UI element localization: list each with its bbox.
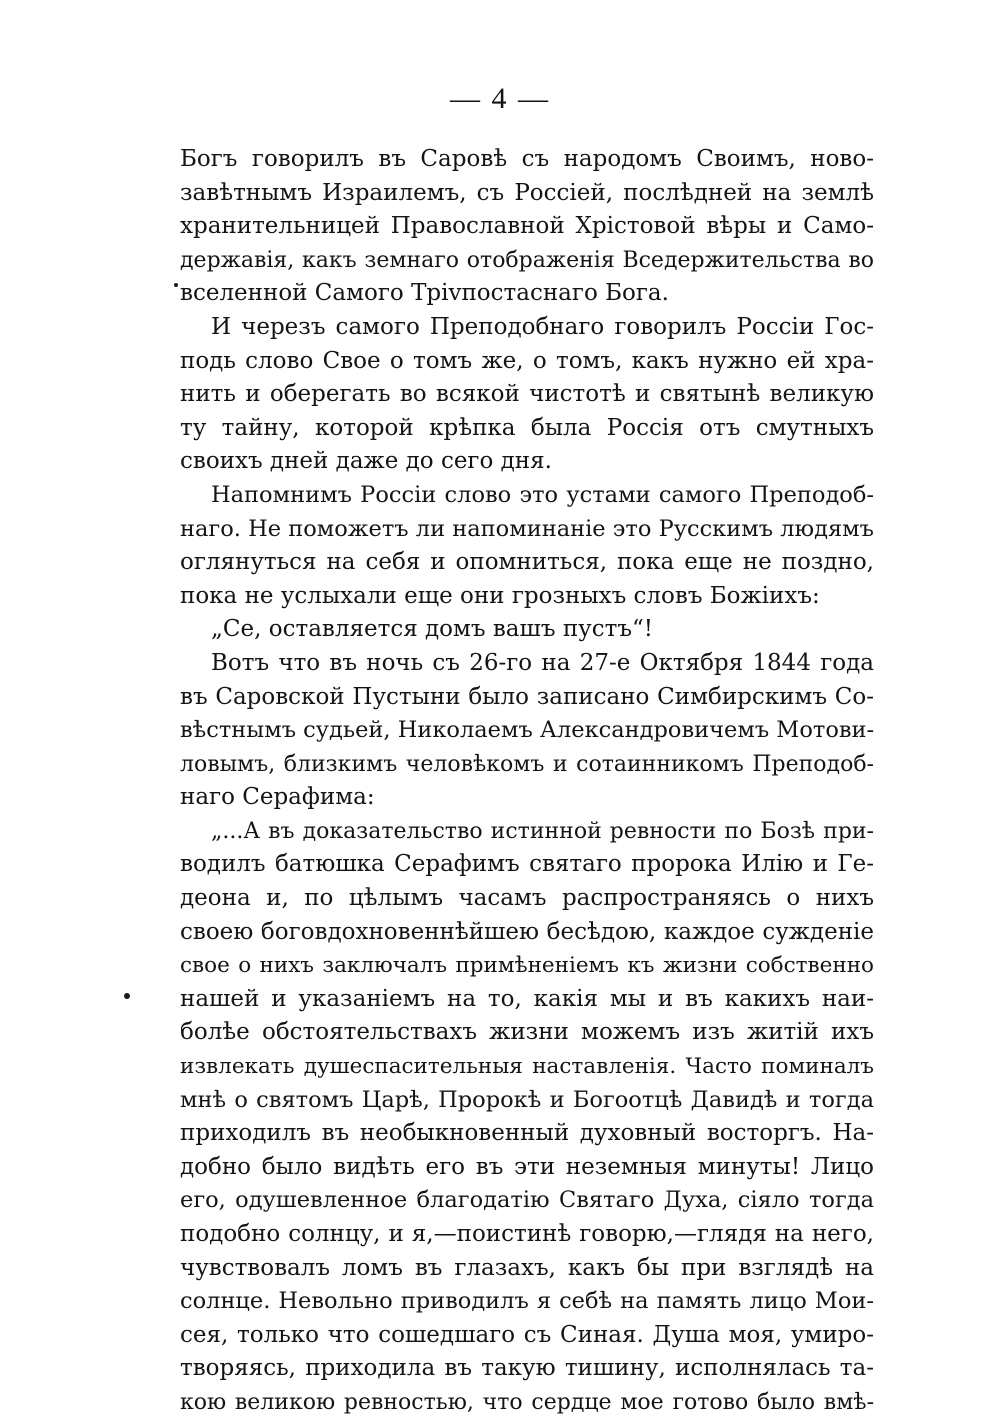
text-line: своихъ дней даже до сего дня.	[180, 448, 552, 475]
text-line: болѣе обстоятельствахъ жизни можемъ изъ житій ихъ	[180, 1019, 874, 1046]
text-line: водилъ батюшка Серафимъ святаго пророка Илію и Ге-	[180, 851, 874, 878]
text-line: державія, какъ земнаго отображенія Вседержительства во	[180, 247, 874, 273]
text-line: подобно солнцу, и я,—поистинѣ говорю,—глядя на него,	[180, 1221, 874, 1247]
text-line: Напомнимъ Россіи слово это устами самого Преподоб-	[211, 481, 874, 508]
text-line: деона и, по цѣлымъ часамъ распространяясь о нихъ	[180, 885, 874, 912]
text-line: приходилъ въ необыкновенный духовный восторгъ. На-	[180, 1120, 874, 1147]
text-line: хранительницей Православной Хрістовой вѣры и Само-	[180, 213, 874, 240]
text-line: сея, только что сошедшаго съ Синая. Душа моя, умиро-	[180, 1321, 874, 1348]
text-line: ловымъ, близкимъ человѣкомъ и сотаинникомъ Преподоб-	[180, 751, 874, 777]
text-line: завѣтнымъ Израилемъ, съ Россіей, послѣдней на землѣ	[180, 179, 874, 206]
text-line: вѣстнымъ судьей, Николаемъ Александровичемъ Мотови-	[180, 717, 874, 744]
text-line: наго Серафима:	[180, 784, 375, 811]
text-line: подь слово Свое о томъ же, о томъ, какъ нужно ей хра-	[180, 347, 874, 374]
body-text	[180, 143, 874, 1420]
text-line: нашей и указаніемъ на то, какія мы и въ какихъ наи-	[180, 985, 874, 1012]
text-line: „Се, оставляется домъ вашъ пустъ“!	[211, 616, 653, 643]
margin-speck-1	[174, 283, 178, 287]
text-line: Богъ говорилъ въ Саровѣ съ народомъ Своимъ, ново-	[180, 146, 874, 172]
text-line: мнѣ о святомъ Царѣ, Пророкѣ и Богоотцѣ Давидѣ и тогда	[180, 1086, 874, 1113]
text-line: И черезъ самого Преподобнаго говорилъ Россіи Гос-	[211, 313, 874, 340]
text-line: свое о нихъ заключалъ примѣненіемъ къ жизни собственно	[180, 953, 874, 979]
margin-speck-2	[124, 993, 130, 999]
text-line: солнце. Невольно приводилъ я себѣ на память лицо Мои-	[180, 1288, 874, 1315]
text-line: извлекать душеспасительныя наставленія. Часто поминалъ	[180, 1054, 874, 1080]
page-number: — 4 —	[450, 82, 550, 115]
text-line: своею боговдохновеннѣйшею бесѣдою, каждое сужденіе	[180, 918, 874, 945]
text-line: Вотъ что въ ночь съ 26-го на 27-е Октября 1844 года	[211, 649, 874, 676]
text-line: чувствовалъ ломъ въ глазахъ, какъ бы при взглядѣ на	[180, 1254, 874, 1281]
text-line: наго. Не поможетъ ли напоминаніе это Русскимъ людямъ	[180, 515, 874, 542]
text-line: вселенной Самого Тріvпостаснаго Бога.	[180, 280, 669, 307]
text-line: оглянуться на себя и опомниться, пока еще не поздно,	[180, 549, 874, 576]
text-line: ту тайну, которой крѣпка была Россія отъ смутныхъ	[180, 414, 874, 441]
text-line: „...А въ доказательство истинной ревности по Бозѣ при-	[211, 818, 874, 844]
text-line: творяясь, приходила въ такую тишину, исполнялась та-	[180, 1355, 874, 1382]
text-line: кою великою ревностью, что сердце мое готово было вмѣ-	[180, 1389, 874, 1415]
text-line: нить и оберегать во всякой чистотѣ и святынѣ великую	[180, 381, 874, 408]
text-line: пока не услыхали еще они грозныхъ словъ Божіихъ:	[180, 582, 820, 609]
text-line: добно было видѣть его въ эти неземныя минуты! Лицо	[180, 1153, 874, 1180]
text-line: его, одушевленное благодатію Святаго Духа, сіяло тогда	[180, 1187, 874, 1214]
text-line: въ Саровской Пустыни было записано Симбирскимъ Со-	[180, 683, 874, 710]
